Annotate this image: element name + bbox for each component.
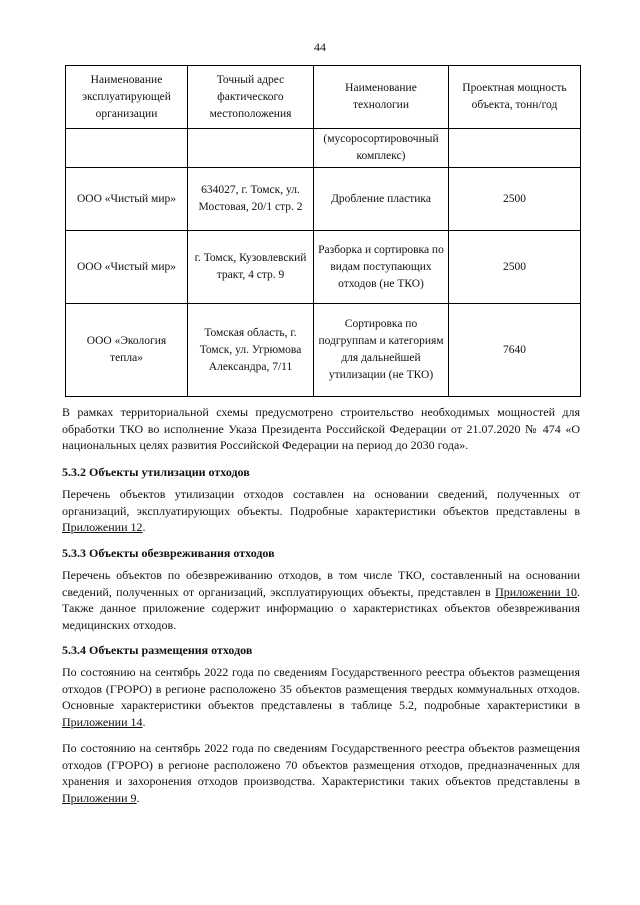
intro-block	[62, 404, 580, 454]
intro-paragraph: В рамках территориальной схемы предусмотрено строительство необходимых мощностей для обработки ТКО во исполнение Указа Президента Российской Федерации от 21.07.2020 № 474 «О национальных целях развития Российской Федерации на период до 2030 года».	[62, 405, 580, 452]
section-paragraph	[62, 664, 580, 730]
section-heading: 5.3.4 Объекты размещения отходов	[62, 643, 253, 657]
paragraph-text: По состоянию на сентябрь 2022 года по сведениям Государственного реестра объектов размещения отходов (ГРОРО) в регионе расположено 70 объектов размещения отходов, предназначенных для хранения и захоронения отходов производства. Характеристики таких объектов представлены в	[62, 741, 580, 788]
cell-address: Томская область, г. Томск, ул. Угрюмова Александра, 7/11	[188, 304, 314, 397]
cell-address: г. Томск, Кузовлевский тракт, 4 стр. 9	[188, 231, 314, 304]
header-technology: Наименование технологии	[314, 66, 449, 129]
section-5-3-4-body-1	[62, 664, 580, 730]
paragraph-text: Перечень объектов по обезвреживанию отходов, в том числе ТКО, составленный на основании сведений, полученных от организаций, эксплуатирующих объекты, представлен в	[62, 568, 580, 599]
cell-empty	[449, 129, 581, 168]
section-heading: 5.3.2 Объекты утилизации отходов	[62, 465, 250, 479]
cell-empty	[66, 129, 188, 168]
appendix-12-link[interactable]: Приложении 12	[62, 520, 143, 534]
cell-technology: Разборка и сортировка по видам поступающих отходов (не ТКО)	[314, 231, 449, 304]
section-paragraph	[62, 486, 580, 536]
section-5-3-2-body	[62, 486, 580, 536]
cell-organization: ООО «Экология тепла»	[66, 304, 188, 397]
header-address: Точный адрес фактического местоположения	[188, 66, 314, 129]
cell-capacity: 2500	[449, 168, 581, 231]
facilities-table	[65, 65, 581, 397]
appendix-10-link[interactable]: Приложении 10	[495, 584, 577, 599]
cell-organization: ООО «Чистый мир»	[66, 168, 188, 231]
header-organization: Наименование эксплуатирующей организации	[66, 66, 188, 129]
page-number: 44	[314, 40, 326, 54]
table-row	[66, 304, 581, 397]
table-row	[66, 231, 581, 304]
paragraph-text: По состоянию на сентябрь 2022 года по сведениям Государственного реестра объектов размещения отходов (ГРОРО) в регионе расположено 35 объектов размещения твердых коммунальных отходов. Основные характеристики объектов представлены в таблице 5.2, подробные характеристики в	[62, 665, 580, 712]
paragraph-tail: .	[136, 790, 140, 805]
paragraph-tail: .	[142, 714, 146, 729]
table-row	[66, 168, 581, 231]
section-heading: 5.3.3 Объекты обезвреживания отходов	[62, 546, 275, 560]
appendix-14-link[interactable]: Приложении 14	[62, 714, 143, 729]
section-5-3-3-body	[62, 567, 580, 633]
section-paragraph	[62, 567, 580, 633]
cell-address: 634027, г. Томск, ул. Мостовая, 20/1 стр. 2	[188, 168, 314, 231]
cell-technology-continuation: (мусоросортировочный комплекс)	[314, 129, 449, 168]
cell-empty	[188, 129, 314, 168]
table-header-row	[66, 66, 581, 129]
cell-technology: Сортировка по подгруппам и категориям для дальнейшей утилизации (не ТКО)	[314, 304, 449, 397]
header-capacity: Проектная мощность объекта, тонн/год	[449, 66, 581, 129]
cell-organization: ООО «Чистый мир»	[66, 231, 188, 304]
section-paragraph	[62, 740, 580, 806]
table-row	[66, 129, 581, 168]
paragraph-text: Перечень объектов утилизации отходов составлен на основании сведений, полученных от организаций, эксплуатирующих объекты. Подробные характеристики объектов представлены в	[62, 487, 580, 518]
section-5-3-4-body-2	[62, 740, 580, 806]
section-5-3-2	[62, 464, 580, 481]
cell-technology: Дробление пластика	[314, 168, 449, 231]
cell-capacity: 2500	[449, 231, 581, 304]
cell-capacity: 7640	[449, 304, 581, 397]
appendix-9-link[interactable]: Приложении 9	[62, 790, 137, 805]
section-5-3-3	[62, 545, 580, 562]
section-5-3-4	[62, 642, 580, 659]
paragraph-tail: . Также данное приложение содержит информацию о характеристиках объектов обезвреживания медицинских отходов.	[62, 584, 580, 632]
paragraph-tail: .	[142, 520, 146, 534]
